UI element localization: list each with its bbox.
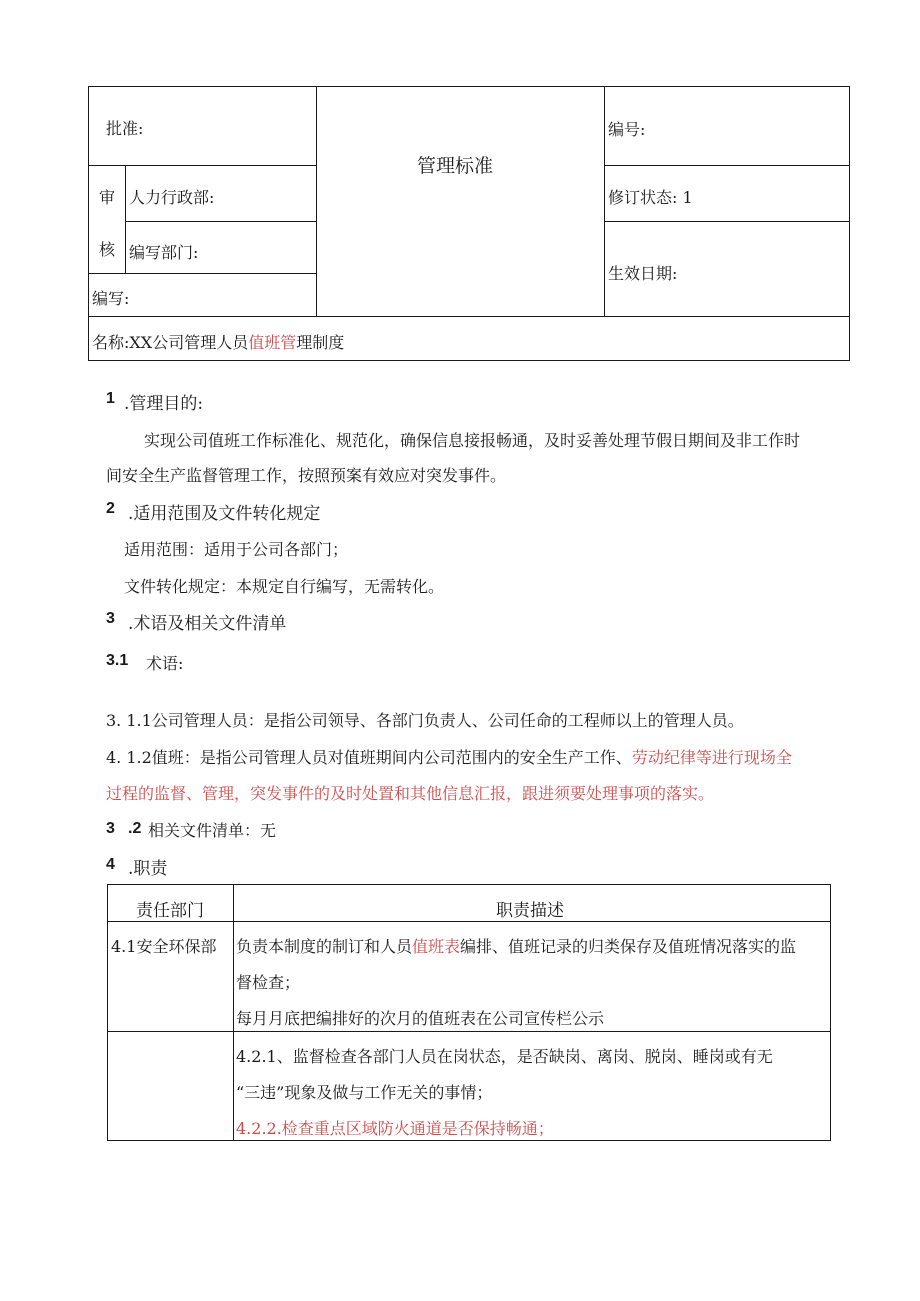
effective-date-label: 生效日期: bbox=[608, 264, 678, 283]
term-2-text: 4. 1.2值班：是指公司管理人员对值班期间内公司范围内的安全生产工作、 bbox=[106, 748, 632, 767]
section-3-2-subnumber: .2 bbox=[128, 820, 142, 837]
approve-label: 批准: bbox=[106, 119, 144, 138]
section-4-number: 4 bbox=[106, 856, 115, 873]
duty-row-2-line-1: 4.2.1、监督检查各部门人员在岗状态，是否缺岗、离岗、脱岗、睡岗或有无 bbox=[236, 1047, 773, 1066]
review-label-top: 审 bbox=[99, 188, 116, 207]
duty-header-department: 责任部门 bbox=[136, 901, 204, 921]
name-label: 名称: bbox=[92, 333, 130, 352]
name-suffix: 理制度 bbox=[296, 333, 345, 352]
section-3-title: .术语及相关文件清单 bbox=[128, 614, 287, 634]
section-3-number: 3 bbox=[106, 610, 115, 627]
term-2-line-1 bbox=[106, 745, 792, 768]
review-label-bottom: 核 bbox=[99, 240, 116, 259]
writing-dept-label: 编写部门: bbox=[129, 243, 199, 262]
conversion-text: 文件转化规定：本规定自行编写，无需转化。 bbox=[124, 577, 445, 596]
document-name bbox=[92, 330, 344, 353]
section-1-paragraph-line-1: 实现公司值班工作标准化、规范化，确保信息接报畅通，及时妥善处理节假日期间及非工作时 bbox=[144, 431, 801, 450]
section-3-2-number: 3 bbox=[106, 820, 115, 837]
revision-label: 修订状态: bbox=[608, 188, 678, 207]
duty-row-1-department: 4.1安全环保部 bbox=[111, 937, 217, 956]
section-1-title: .管理目的: bbox=[124, 394, 204, 414]
section-1-number: 1 bbox=[106, 390, 115, 407]
duty-row-1-line-1-a: 负责本制度的制订和人员 bbox=[236, 937, 413, 956]
number-label: 编号: bbox=[608, 120, 646, 139]
revision-value: 1 bbox=[682, 188, 693, 207]
duty-row-1-line-2: 督检查； bbox=[236, 973, 301, 992]
duty-row-1-line-1 bbox=[236, 934, 796, 957]
section-3-1-title: 术语: bbox=[146, 654, 184, 673]
name-prefix: XX公司管理人员 bbox=[129, 333, 249, 352]
section-1-paragraph-line-2: 间安全生产监督管理工作，按照预案有效应对突发事件。 bbox=[106, 466, 507, 485]
scope-text: 适用范围：适用于公司各部门； bbox=[124, 540, 349, 559]
section-3-1-number: 3.1 bbox=[106, 652, 129, 669]
writer-label: 编写: bbox=[92, 289, 130, 308]
section-2-number: 2 bbox=[106, 500, 115, 517]
term-1: 3. 1.1公司管理人员：是指公司领导、各部门负责人、公司任命的工程师以上的管理人员。 bbox=[106, 711, 744, 730]
hr-dept-label: 人力行政部: bbox=[129, 188, 215, 207]
duty-header-description: 职责描述 bbox=[496, 901, 564, 921]
duty-row-1-highlight: 值班表 bbox=[412, 937, 461, 956]
term-2-line-2: 过程的监督、管理，突发事件的及时处置和其他信息汇报，跟进须要处理事项的落实。 bbox=[106, 784, 715, 803]
revision-status bbox=[608, 185, 693, 208]
duty-row-2-line-3: 4.2.2.检查重点区域防火通道是否保持畅通； bbox=[236, 1119, 554, 1138]
section-4-title: .职责 bbox=[128, 859, 168, 879]
document-title: 管理标准 bbox=[417, 155, 494, 177]
term-2-highlight: 劳动纪律等进行现场全 bbox=[631, 748, 792, 767]
section-2-title: .适用范围及文件转化规定 bbox=[128, 504, 321, 524]
duty-row-1-line-1-b: 编排、值班记录的归类保存及值班情况落实的监 bbox=[460, 937, 797, 956]
name-highlight: 值班管 bbox=[248, 333, 297, 352]
duty-row-2-line-2: “三违”现象及做与工作无关的事情； bbox=[236, 1083, 493, 1102]
section-3-2-text: 相关文件清单：无 bbox=[148, 821, 277, 840]
duty-row-1-line-3: 每月月底把编排好的次月的值班表在公司宣传栏公示 bbox=[236, 1009, 605, 1028]
